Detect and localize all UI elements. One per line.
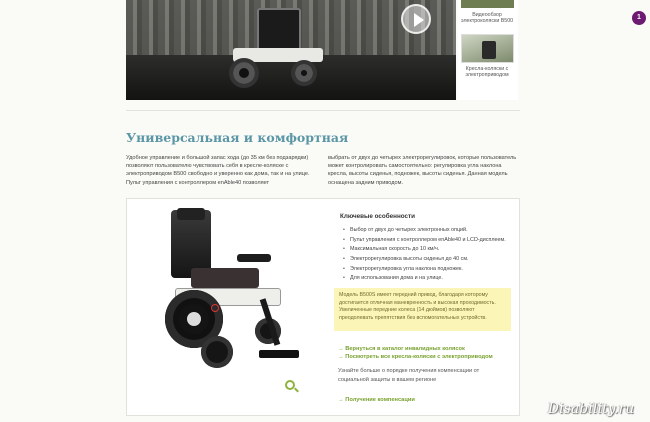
list-item: • Для использования дома и на улице.	[342, 274, 512, 282]
compensation-link[interactable]: → Получение компенсации	[338, 397, 415, 403]
info-text: Узнайте больше о порядке получения компенсации от социальной защиты в вашем регионе	[338, 368, 480, 383]
wheelchair-headrest	[177, 208, 205, 220]
wheelchair-wheel	[229, 58, 259, 88]
video-wheelchair-image	[223, 8, 333, 90]
list-item: • Максимальная скорость до 10 км/ч.	[342, 245, 512, 253]
divider	[126, 110, 520, 111]
intro-text-right: выбрать от двух до четырех электрорегулировок, которые пользователь может контролировать самостоятельно: регулировка угла наклона кресла, высоты сиденья, подножек, высоты сиденья. Данная модель оснащена задним приводом.	[328, 155, 517, 186]
play-icon[interactable]	[401, 4, 431, 34]
video-thumbnail-list	[458, 0, 518, 100]
features-title: Ключевые особенности	[340, 213, 415, 220]
all-electric-link[interactable]: → Посмотреть все кресла-коляски с электроприводом	[338, 354, 493, 360]
wheelchair-product-image[interactable]	[155, 208, 305, 388]
zoom-icon[interactable]	[285, 380, 295, 390]
wheelchair-footrest	[259, 350, 299, 358]
list-item: • Пульт управления с контроллером enAble40 и LCD-дисплеем.	[342, 236, 512, 244]
thumbnail-video-b500[interactable]	[461, 0, 514, 8]
list-item: • Электрорегулировка высоты сиденья до 40 см.	[342, 255, 512, 263]
notification-badge[interactable]: 1	[632, 11, 646, 25]
watermark: Disability.ru	[548, 401, 635, 417]
wheelchair-armrest	[237, 254, 271, 262]
wheelchair-seat	[191, 268, 259, 288]
highlight-note: Модель B500S имеет передний привод, благодаря которому достигается отличная маневренность и высокая проходимость. Увеличенные передние колеса (14 дюймов) позволяют преодолевать препятствия без вспомогательных устройств.	[334, 288, 511, 331]
thumbnail-caption[interactable]: Видеообзор электроколяски B500	[460, 12, 514, 24]
list-item: • Выбор от двух до четырех электронных опций.	[342, 226, 512, 234]
video-player[interactable]	[126, 0, 456, 100]
intro-text-left: Удобное управление и большой запас хода (до 35 км без подзарядки) позволяют пользователю чувствовать себя в кресле-коляске с электроприводом B500 свободно и уверенно как дома, так и на улице. Пульт управления с контроллером enAble40 позволяет	[126, 155, 310, 186]
list-item: • Электрорегулировка угла наклона подножек.	[342, 265, 512, 273]
wheelchair-small-wheel	[201, 336, 233, 368]
section-title: Универсальная и комфортная	[126, 130, 349, 145]
thumbnail-caption[interactable]: Кресла-коляски с электроприводом	[465, 66, 509, 78]
feature-list	[342, 226, 512, 284]
thumbnail-electric-wheelchairs[interactable]	[461, 34, 514, 63]
wheelchair-wheel	[291, 60, 317, 86]
highlight-circle-icon	[211, 304, 219, 312]
catalog-link[interactable]: → Вернуться в каталог инвалидных колясок	[338, 346, 465, 352]
